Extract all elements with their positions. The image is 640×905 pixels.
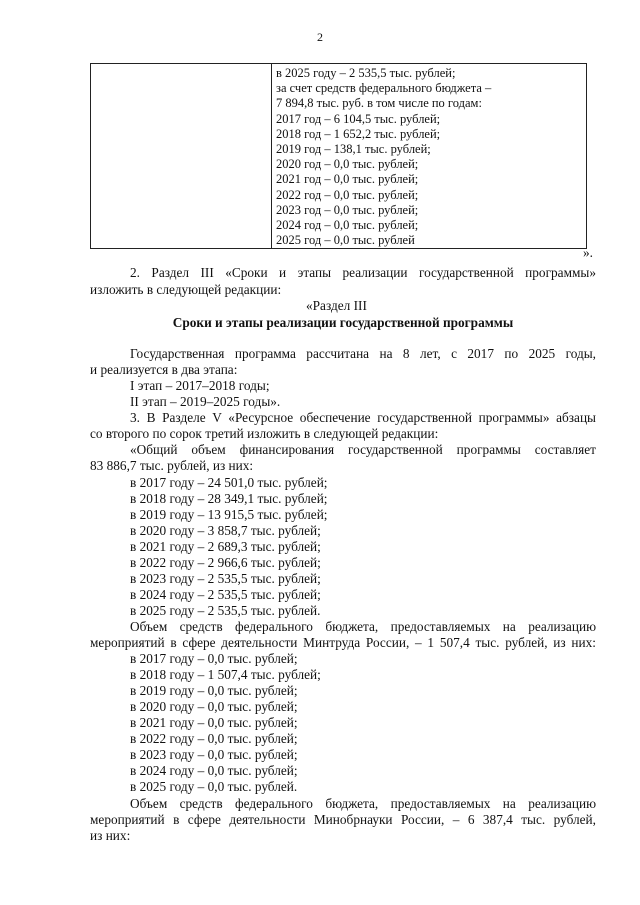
item2-line1: 2. Раздел III «Сроки и этапы реализации государственной программы» [130, 265, 596, 280]
mintrud-line2: мероприятий в сфере деятельности Минтруда России, – 1 507,4 тыс. рублей, из них: [90, 635, 596, 650]
table-line: 2021 год – 0,0 тыс. рублей; [276, 172, 419, 187]
mintrud-year-item: в 2023 году – 0,0 тыс. рублей; [130, 747, 298, 762]
table-left-cell [91, 64, 272, 249]
mintrud-line1: Объем средств федерального бюджета, предоставляемых на реализацию [130, 619, 596, 634]
mintrud-year-item: в 2019 году – 0,0 тыс. рублей; [130, 683, 298, 698]
total-year-item: в 2020 году – 3 858,7 тыс. рублей; [130, 523, 321, 538]
table-right-cell [272, 64, 587, 249]
table-line: за счет средств федерального бюджета – [276, 81, 492, 96]
minobr-line1: Объем средств федерального бюджета, предоставляемых на реализацию [130, 796, 596, 811]
total-year-item: в 2018 году – 28 349,1 тыс. рублей; [130, 491, 328, 506]
program-line2: и реализуется в два этапа: [90, 362, 238, 377]
total-funding-line1: «Общий объем финансирования государственной программы составляет [130, 442, 596, 457]
stage-2: II этап – 2019–2025 годы». [130, 394, 281, 409]
stage-1: I этап – 2017–2018 годы; [130, 378, 270, 393]
mintrud-year-item: в 2020 году – 0,0 тыс. рублей; [130, 699, 298, 714]
mintrud-year-item: в 2018 году – 1 507,4 тыс. рублей; [130, 667, 321, 682]
total-funding-line2: 83 886,7 тыс. рублей, из них: [90, 458, 254, 473]
table-line: 2018 год – 1 652,2 тыс. рублей; [276, 126, 441, 141]
minobr-line3: из них: [90, 828, 131, 843]
total-year-item: в 2017 году – 24 501,0 тыс. рублей; [130, 475, 328, 490]
total-year-item: в 2023 году – 2 535,5 тыс. рублей; [130, 571, 321, 586]
total-year-item: в 2024 году – 2 535,5 тыс. рублей; [130, 587, 321, 602]
total-year-item: в 2019 году – 13 915,5 тыс. рублей; [130, 507, 328, 522]
mintrud-year-item: в 2021 году – 0,0 тыс. рублей; [130, 715, 298, 730]
table-line: 2022 год – 0,0 тыс. рублей; [276, 187, 419, 202]
section-label: «Раздел III [306, 298, 367, 313]
section-title: Сроки и этапы реализации государственной программы [172, 315, 514, 330]
mintrud-year-item: в 2025 году – 0,0 тыс. рублей. [130, 779, 298, 794]
program-line1: Государственная программа рассчитана на 8 лет, с 2017 по 2025 годы, [130, 346, 596, 361]
table-line: 2025 год – 0,0 тыс. рублей [276, 233, 415, 248]
closing-quote: ». [583, 245, 593, 260]
item2-line2: изложить в следующей редакции: [90, 282, 282, 297]
table-line: в 2025 году – 2 535,5 тыс. рублей; [276, 66, 456, 80]
item3-line1: 3. В Разделе V «Ресурсное обеспечение государственной программы» абзацы [130, 410, 596, 425]
table-line: 2019 год – 138,1 тыс. рублей; [276, 142, 431, 157]
item3-line2: со второго по сорок третий изложить в следующей редакции: [90, 426, 439, 441]
total-year-item: в 2022 году – 2 966,6 тыс. рублей; [130, 555, 321, 570]
table-line: 2017 год – 6 104,5 тыс. рублей; [276, 111, 441, 126]
total-year-item: в 2021 году – 2 689,3 тыс. рублей; [130, 539, 321, 554]
page-number: 2 [317, 30, 323, 44]
table-line: 2020 год – 0,0 тыс. рублей; [276, 157, 419, 172]
mintrud-year-item: в 2022 году – 0,0 тыс. рублей; [130, 731, 298, 746]
table-line: 2023 год – 0,0 тыс. рублей; [276, 202, 419, 217]
program-passport-table [90, 63, 587, 249]
table-line: 2024 год – 0,0 тыс. рублей; [276, 218, 419, 233]
mintrud-year-item: в 2024 году – 0,0 тыс. рублей; [130, 763, 298, 778]
total-year-item: в 2025 году – 2 535,5 тыс. рублей. [130, 603, 321, 618]
table-line: 7 894,8 тыс. руб. в том числе по годам: [276, 96, 482, 111]
minobr-line2: мероприятий в сфере деятельности Минобрнауки России, – 6 387,4 тыс. рублей, [90, 812, 596, 827]
mintrud-year-item: в 2017 году – 0,0 тыс. рублей; [130, 651, 298, 666]
